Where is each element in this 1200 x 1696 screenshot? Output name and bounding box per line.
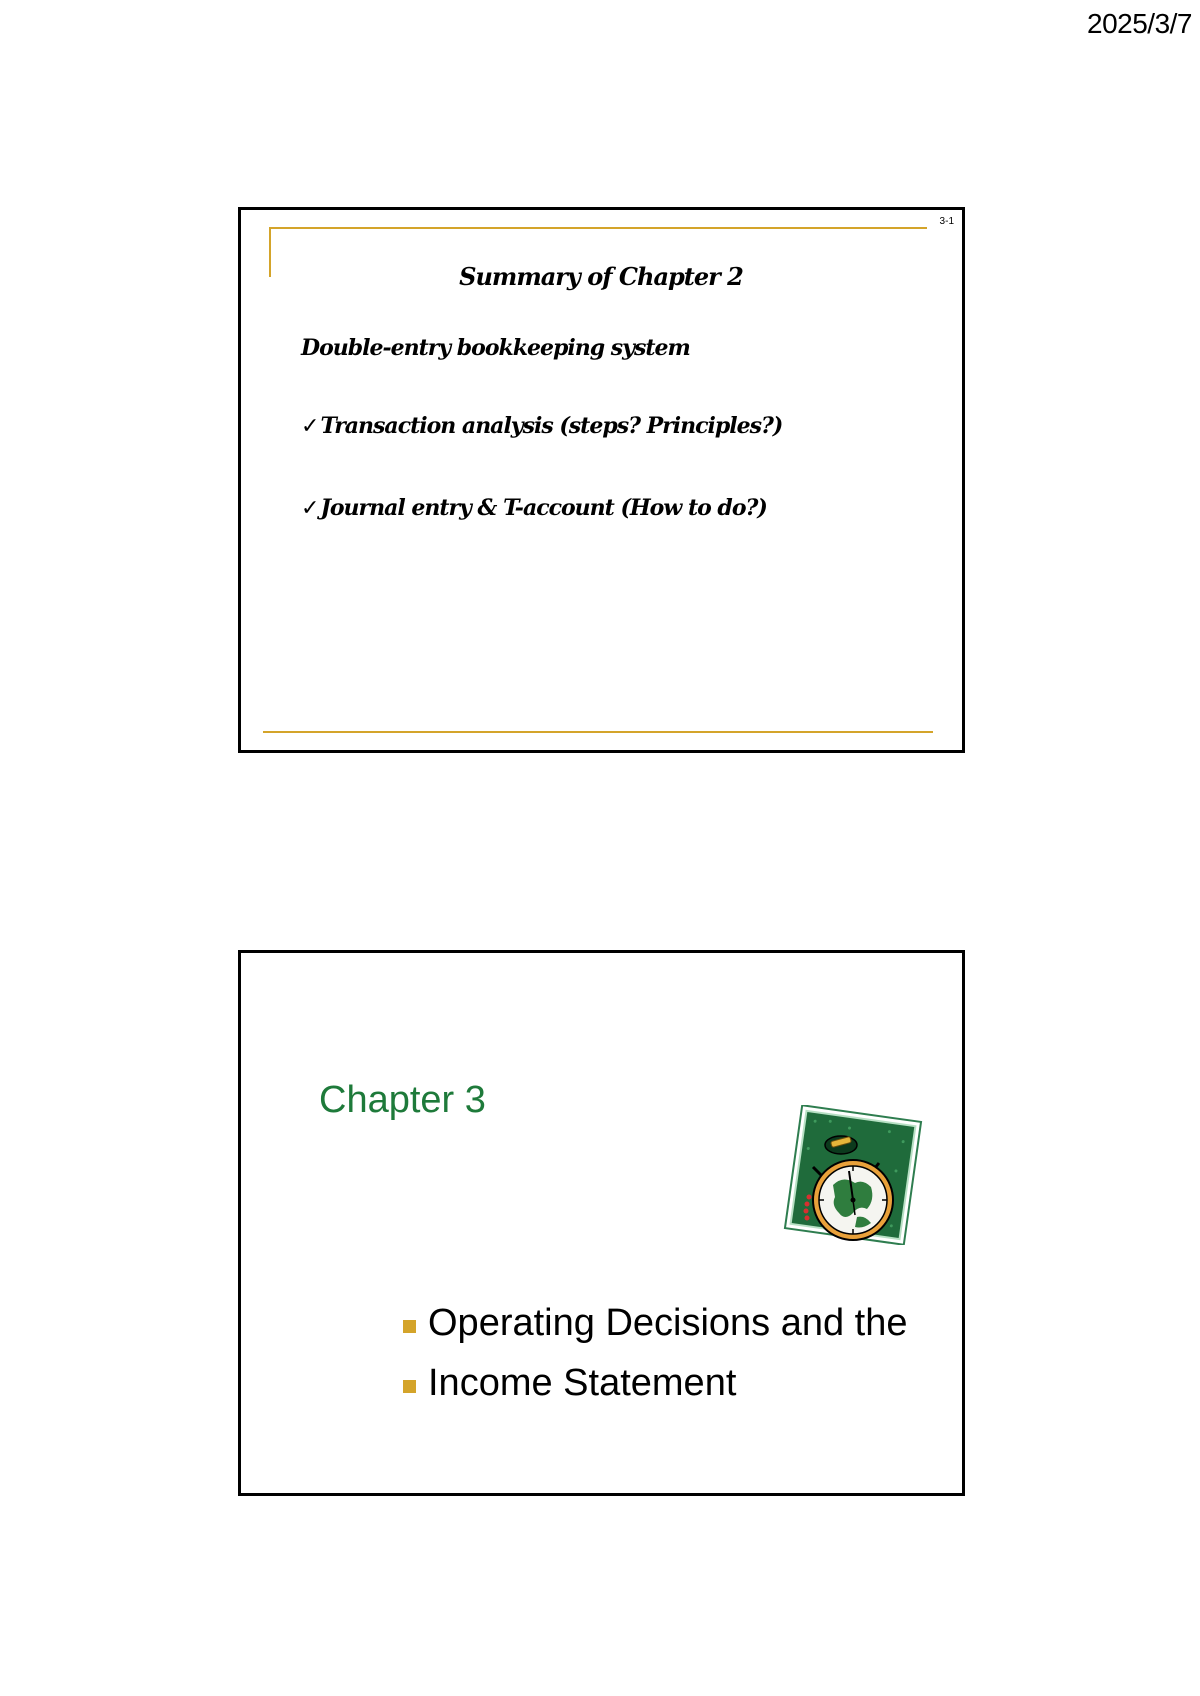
slide-number: 3-1 [939, 216, 954, 227]
list-item-text: Double-entry bookkeeping system [301, 335, 690, 361]
check-icon: ✓ [301, 496, 319, 521]
topic-list [403, 1293, 908, 1413]
square-bullet-icon [403, 1380, 416, 1393]
topic-text: Income Statement [428, 1362, 737, 1404]
page-date: 2025/3/7 [1087, 8, 1192, 39]
slide-title: Summary of Chapter 2 [459, 262, 743, 291]
list-item [301, 495, 782, 521]
list-item-text: Journal entry & T-account (How to do?) [320, 495, 767, 521]
list-item [403, 1293, 908, 1353]
list-item [301, 413, 782, 439]
chapter-heading: Chapter 3 [319, 1079, 486, 1121]
topic-text: Operating Decisions and the [428, 1302, 908, 1344]
top-divider-line [269, 227, 927, 229]
check-icon: ✓ [301, 414, 319, 439]
list-item [301, 335, 782, 361]
stopwatch-globe-icon [783, 1105, 923, 1245]
list-item [403, 1353, 908, 1413]
summary-list [301, 335, 782, 521]
list-item-text: Transaction analysis (steps? Principles?) [320, 413, 783, 439]
bottom-divider-line [263, 731, 933, 733]
square-bullet-icon [403, 1320, 416, 1333]
slide-summary-chapter-2 [238, 207, 965, 753]
slide-chapter-3 [238, 950, 965, 1496]
